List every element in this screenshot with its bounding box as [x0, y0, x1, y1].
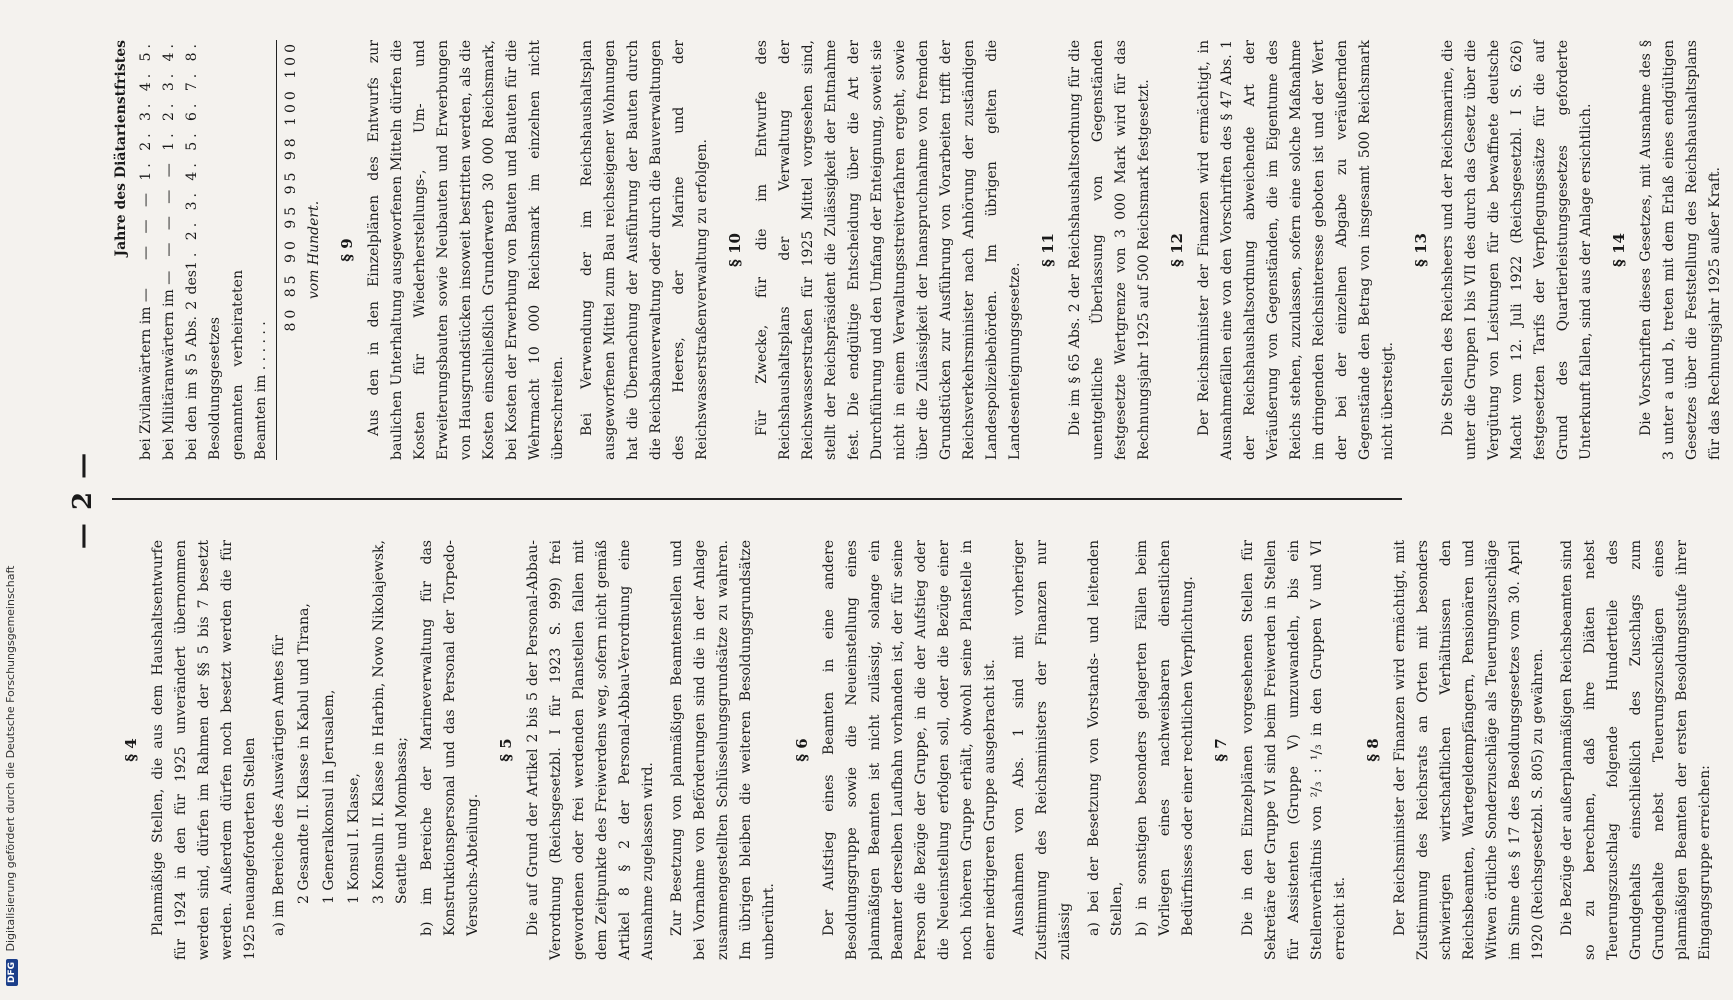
funding-credit-text: Digitalisierung gefördert durch die Deutsche Forschungsgemeinschaft — [4, 565, 17, 952]
right-column — [110, 40, 1733, 460]
table-rule — [276, 40, 277, 460]
section-12-title: § 12 — [1168, 233, 1186, 267]
section-11-title: § 11 — [1039, 233, 1057, 267]
section-13-title: § 13 — [1412, 233, 1430, 267]
section-9-title: § 9 — [338, 238, 356, 262]
section-8-para-1: Der Reichsminister der Finanzen wird ermächtigt, mit Zustimmung des Reichsrats an Orten mit besonders schwierigen wirtschaftlichen Verhältnissen den Reichsbeamten, Wartegeldempfängern, Pensionären und Witwen örtliche Sonderzuschläge als Teuerungszuschläge im Sinne des § 17 des Besoldungsgesetzes vom 30. April 1920 (Reichsgesetzbl. S. 805) zu gewähren. — [1392, 540, 1546, 960]
section-6-title: § 6 — [793, 738, 811, 762]
section-7-title: § 7 — [1212, 738, 1230, 762]
section-9-para-2: Bei Verwendung der im Reichshaushaltsplan ausgeworfenen Mittel zum Bau reichseigener Wohnungen hat die Übernachung der Ausführung der Bauten durch die Reichsbauverwaltung oder durch die Bauverwaltungen des Heeres, der Marine und der Reichswasserstraßenverwaltung zu erfolgen. — [579, 40, 710, 460]
section-13-para-1: Die Stellen des Reichsheers und der Reichsmarine, die unter die Gruppen I bis VII des durch das Gesetz über die Vergütung von Leistungen für die bewaffnete deutsche Macht vom 12. Juli 1922 (Reichsgesetzbl. I S. 626) festgesetzten Tarifs der Verpflegungssätze für die auf Grund des Quartierleistungsgesetzes geforderte Unterkunft fallen, sind aus der Anlage ersichtlich. — [1440, 40, 1594, 460]
funding-credit — [4, 566, 18, 986]
section-4-intro: Planmäßige Stellen, die aus dem Haushaltsentwurfe für 1924 in den für 1925 unverändert übernommen werden sind, dürfen im Rahmen der §§ 5 bis 7 besetzt werden. Außerdem dürfen noch besetzt werden die für 1925 neuangeforderten Stellen — [150, 540, 258, 960]
table-row — [158, 40, 181, 460]
section-12-para-1: Der Reichsminister der Finanzen wird ermächtigt, in Ausnahmefällen eine von den Vorschriften des § 47 Abs. 1 der Reichshaushaltsordnung abweichende Art der Veräußerung von Gegenständen, die im Eigentume des Reichs stehen, zuzulassen, sofern eine solche Maßnahme im dringenden Reichsinteresse geboten ist und der Wert der bei der einzelnen Abgabe zu veräußernden Gegenstände den Betrag von insgesamt 500 Reichsmark nicht übersteigt. — [1196, 40, 1396, 460]
page-number: — 2 — — [68, 450, 98, 550]
section-14-para-1: Die Vorschriften dieses Gesetzes, mit Ausnahme des § 3 unter a und b, treten mit dem Erlaß eines endgültigen Gesetzes über die Feststellung des Reichshaushaltsplans für das Rechnungsjahr 1925 außer Kraft. — [1638, 40, 1723, 460]
dfg-logo-icon: DFG — [6, 959, 18, 986]
section-9-para-1: Aus den in den Einzelplänen des Entwurfs zur baulichen Unterhaltung ausgeworfenen Mitteln dürfen die Kosten für Wiederherstellungs-, Um- und Erweiterungsbauten sowie Neubauten und Erwerbungen von Hausgrundstücken insoweit bestritten werden, als die Kosten einschließlich Grunderwerb 30 000 Reichsmark, bei Kosten der Erwerbung von Bauten und Bauten für die Wehrmacht 10 000 Reichsmark im einzelnen nicht überschreiten. — [366, 40, 566, 460]
section-10-para-1: Für Zwecke, für die im Entwurfe des Reichshaushaltsplans der Verwaltung der Reichswasserstraßen für 1925 Mittel vorgesehen sind, stellt der Reichspräsident die Zulässigkeit der Entnahme fest. Die endgültige Entscheidung über die Art der Durchführung und den Umfang der Enteignung, soweit sie nicht in einem Verwaltungsstreitverfahren ergeht, sowie über die Zulässigkeit der Inanspruchnahme von fremden Grundstücken zur Ausführung von Vorarbeiten trifft der Reichsverkehrsminister nach Anhörung der zuständigen Landespolizeibehörden. Im übrigen gelten die Landesenteignungsgesetze. — [754, 40, 1023, 460]
section-8-para-2: Die Bezüge der außerplanmäßigen Reichsbeamten sind so zu berechnen, daß ihre Diäten nebst Teuerungszuschlag folgende Hundertteile des Grundgehalts einschließlich des Zuschlags zum Grundgehalte nebst Teuerungszuschlägen eines planmäßigen Beamten der ersten Besoldungsstufe ihrer Eingangsgruppe erreichen: — [1559, 540, 1713, 960]
section-5-title: § 5 — [497, 738, 515, 762]
section-7-para-1: Die in den Einzelplänen vorgesehenen Stellen für Sekretäre der Gruppe VI sind beim Freiwerden in Stellen für Assistenten (Gruppe V) umzuwandeln, bis ein Stellenverhältnis von ²/₃ : ¹/₃ in den Gruppen V und VI erreicht ist. — [1240, 540, 1348, 960]
section-8-title: § 8 — [1364, 738, 1382, 762]
section-4-item-a2: 1 Generalkonsul in Jerusalem, — [321, 689, 337, 904]
section-5-para-2: Zur Besetzung von planmäßigen Beamtenstellen und bei Vornahme von Beförderungen sind die in der Anlage zusammengestellten Schlüsselungsgrundsätze zu wahren. Im übrigen bleiben die weiteren Besoldungsgrundsätze unberührt. — [669, 540, 777, 960]
section-5-para-1: Die auf Grund der Artikel 2 bis 5 der Personal-Abbau-Verordnung (Reichsgesetzbl. I für 1923 S. 999) frei gewordenen oder frei werdenden Planstellen fallen mit dem Zeitpunkte des Freiwerdens weg, sofern nicht gemäß Artikel 8 § 2 der Personal-Abbau-Verordnung eine Ausnahme zugelassen wird. — [525, 540, 656, 960]
table-row-label: bei Zivilanwärtern im — — [138, 288, 154, 460]
table-row-label: bei Militäranwärtern im — — [161, 270, 177, 460]
column-divider — [112, 498, 1402, 500]
section-4-item-a4: 3 Konsuln II. Klasse in Harbin, Nowo Nikolajewsk, Seattle und Mombassa; — [371, 540, 410, 904]
section-4-item-a3: 1 Konsul I. Klasse, — [346, 773, 362, 904]
section-6-para-1: Der Aufstieg eines Beamten in eine andere Besoldungsgruppe sowie die Neueinstellung eines planmäßigen Beamten ist nicht zulässig, solange ein Beamter derselben Laufbahn vorhanden ist, der für seine Person die Bezüge der Gruppe, in die der Aufstieg oder die Neueinstellung erfolgen soll, oder die Bezüge einer noch höheren Gruppe erhält, obwohl seine Planstelle in einer niedrigeren Gruppe ausgebracht ist. — [821, 540, 998, 960]
section-10-title: § 10 — [726, 233, 744, 267]
table-heading: Jahre des Diätarienstfristes — [113, 40, 129, 257]
section-6-para-2: Ausnahmen von Abs. 1 sind mit vorheriger Zustimmung des Reichsministers der Finanzen nur zulässig — [1011, 540, 1073, 960]
table-row-values: — — — — 1. 2. 3. 4. — [161, 40, 177, 257]
section-6-item-a: a) bei der Besetzung von Vorstands- und leitenden Stellen, — [1086, 540, 1125, 936]
section-4-title: § 4 — [122, 738, 140, 762]
table-percent-row — [280, 40, 303, 460]
section-4-item-a1: 2 Gesandte II. Klasse in Kabul und Tirana, — [296, 603, 312, 904]
section-11-para-1: Die im § 65 Abs. 2 der Reichshaushaltsordnung für die unentgeltliche Überlassung von Gegenständen festgesetzte Wertgrenze von 3 000 Mark wird für das Rechnungsjahr 1925 auf 500 Reichsmark festgesetzt. — [1067, 40, 1152, 460]
section-14-title: § 14 — [1610, 233, 1628, 267]
table-footnote: vom Hundert. — [306, 200, 322, 300]
table-row — [181, 40, 273, 460]
left-column — [110, 540, 1723, 960]
section-6-item-b: b) in sonstigen besonders gelagerten Fällen beim Vorliegen eines nachweisbaren dienstlichen Bedürfnisses oder einer rechtlichen Verpflichtung. — [1134, 540, 1196, 936]
table-row-values: 1. 2. 3. 4. 5. 6. 7. 8. — [184, 40, 200, 271]
table-row — [135, 40, 158, 460]
section-4-item-b: b) im Bereiche der Marineverwaltung für das Konstruktionspersonal und das Personal der Torpedo-Versuchs-Abteilung. — [419, 540, 481, 936]
section-4-item-a: a) im Bereiche des Auswärtigen Amtes für — [271, 635, 287, 936]
table-percent-values: 80 85 90 95 95 98 100 100 — [283, 40, 299, 332]
table-row-label: bei den im § 5 Abs. 2 des Besoldungsgesetzes genannten verheirateten Beamten im . . . . . . — [184, 270, 269, 460]
table-row-values: — — — 1. 2. 3. 4. 5. — [138, 40, 154, 260]
